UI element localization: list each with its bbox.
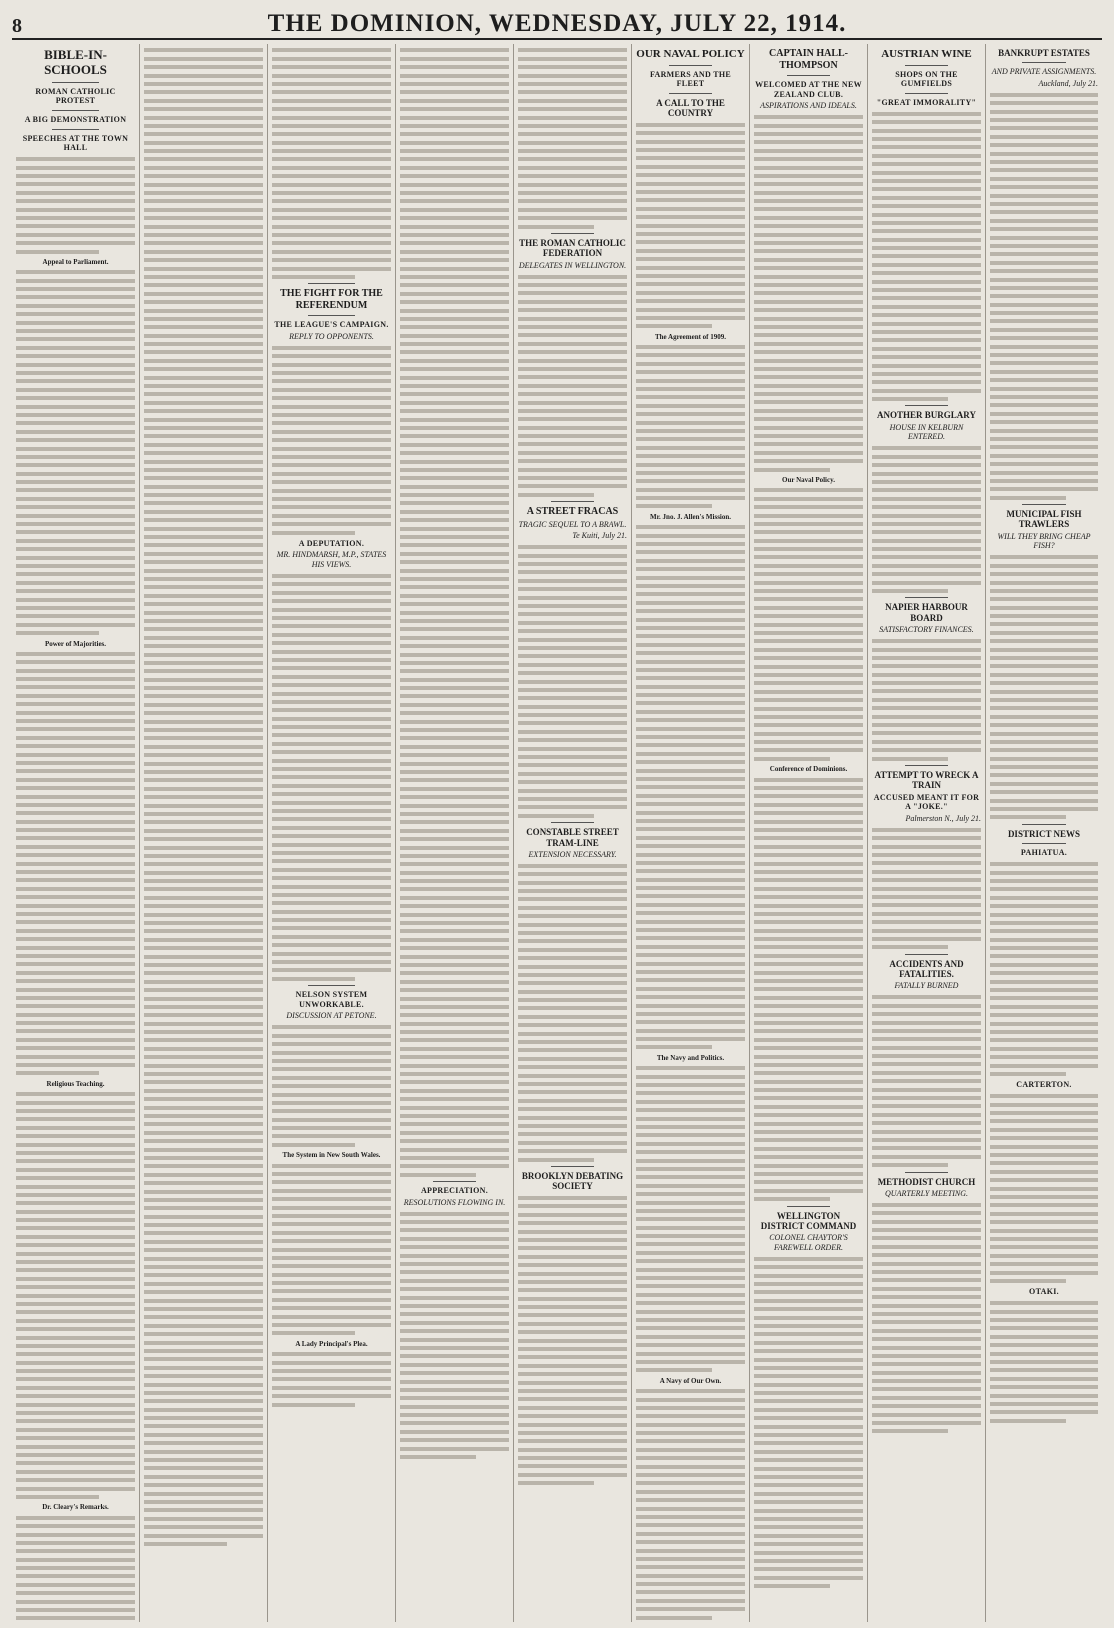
divider	[551, 822, 595, 823]
deck: QUARTERLY MEETING.	[885, 1188, 968, 1198]
masthead	[12, 4, 1102, 40]
divider	[905, 405, 949, 406]
column-8	[868, 44, 986, 1622]
divider	[551, 1166, 595, 1167]
headline: THE ROMAN CATHOLIC FEDERATION	[519, 237, 626, 259]
deck: OTAKI.	[1029, 1287, 1059, 1297]
article-text	[990, 93, 1098, 500]
article-text	[400, 48, 509, 1176]
dateline: Te Kuiti, July 21.	[572, 531, 627, 541]
deck: MR. HINDMARSH, M.P., STATES HIS VIEWS.	[276, 550, 387, 570]
article-text	[872, 446, 981, 593]
deck: A BIG DEMONSTRATION	[24, 115, 127, 125]
divider	[308, 283, 356, 284]
deck: FATALLY BURNED	[894, 981, 959, 991]
subheading: Our Naval Policy.	[782, 475, 835, 484]
deck: WILL THEY BRING CHEAP FISH?	[997, 531, 1091, 551]
article-text	[16, 157, 135, 253]
divider	[787, 1206, 831, 1207]
headline: A STREET FRACAS	[526, 506, 619, 518]
divider	[905, 1172, 949, 1173]
deck: PAHIATUA.	[1020, 848, 1068, 858]
deck: ROMAN CATHOLIC PROTEST	[35, 86, 116, 106]
deck: "GREAT IMMORALITY"	[876, 97, 977, 107]
article-text	[636, 1389, 745, 1620]
headline: CONSTABLE STREET TRAM-LINE	[526, 827, 619, 848]
divider	[551, 233, 595, 234]
column-7	[750, 44, 868, 1622]
subheading: The Agreement of 1909.	[654, 332, 727, 341]
deck: DISCUSSION AT PETONE.	[286, 1011, 377, 1021]
article-text	[272, 1164, 391, 1336]
article-text	[990, 1094, 1098, 1283]
deck: NELSON SYSTEM UNWORKABLE.	[295, 990, 368, 1009]
page-number: 8	[12, 15, 22, 37]
article-text	[872, 828, 981, 949]
article-text	[518, 864, 627, 1162]
article-text	[272, 1025, 391, 1146]
deck: DELEGATES IN WELLINGTON.	[518, 260, 627, 270]
column-3	[268, 44, 396, 1622]
divider	[1022, 504, 1065, 505]
headline: BANKRUPT ESTATES	[998, 48, 1090, 58]
article-text	[16, 270, 135, 635]
article-text	[144, 48, 263, 1546]
divider	[52, 129, 100, 130]
article-text	[872, 112, 981, 401]
article-text	[518, 1196, 627, 1485]
divider	[1022, 62, 1065, 63]
subheading: The System in New South Wales.	[282, 1151, 381, 1160]
deck: SPEECHES AT THE TOWN HALL	[22, 133, 129, 153]
deck: CARTERTON.	[1016, 1080, 1072, 1090]
deck: COLONEL CHAYTOR'S FAREWELL ORDER.	[769, 1233, 848, 1252]
subheading: Appeal to Parliament.	[42, 257, 109, 266]
divider	[905, 954, 949, 955]
headline: ATTEMPT TO WRECK A TRAIN	[874, 769, 979, 791]
divider	[1022, 843, 1065, 844]
article-text	[272, 1352, 391, 1406]
subheading: A Lady Principal's Plea.	[295, 1339, 368, 1348]
article-text	[518, 275, 627, 497]
dateline: Auckland, July 21.	[1038, 78, 1098, 88]
article-text	[636, 345, 745, 508]
subheading: Religious Teaching.	[46, 1079, 105, 1088]
article-text	[636, 123, 745, 328]
divider	[1022, 824, 1065, 825]
deck: HOUSE IN KELBURN ENTERED.	[889, 422, 964, 442]
subheading: Conference of Dominions.	[769, 765, 848, 774]
deck: AND PRIVATE ASSIGNMENTS.	[991, 67, 1097, 77]
article-text	[400, 1212, 509, 1459]
article-text	[272, 48, 391, 279]
headline: BIBLE-IN-SCHOOLS	[44, 47, 107, 77]
article-text	[754, 115, 863, 471]
divider	[308, 985, 356, 986]
column-6	[632, 44, 750, 1622]
article-text	[518, 48, 627, 228]
article-text	[272, 574, 391, 981]
headline: AUSTRIAN WINE	[881, 48, 972, 60]
deck: ASPIRATIONS AND IDEALS.	[760, 101, 857, 111]
divider	[905, 765, 949, 766]
divider	[905, 65, 949, 66]
column-2	[140, 44, 268, 1622]
article-text	[990, 1301, 1098, 1422]
article-text	[990, 862, 1098, 1076]
divider	[52, 110, 100, 111]
article-text	[872, 1203, 981, 1434]
deck: SATISFACTORY FINANCES.	[879, 625, 974, 635]
dateline: Palmerston N., July 21.	[905, 813, 981, 823]
article-text	[754, 488, 863, 761]
subheading: A Navy of Our Own.	[659, 1376, 722, 1385]
columns	[12, 44, 1102, 1622]
article-text	[754, 778, 863, 1202]
headline: CAPTAIN HALL-THOMPSON	[769, 48, 848, 71]
deck: APPRECIATION.	[420, 1186, 489, 1196]
deck: REPLY TO OPPONENTS.	[289, 331, 374, 341]
deck: A CALL TO THE COUNTRY	[656, 97, 725, 119]
headline: ACCIDENTS AND FATALITIES.	[889, 958, 964, 980]
article-text	[754, 1257, 863, 1588]
headline: NAPIER HARBOUR BOARD	[885, 602, 968, 623]
deck: A DEPUTATION.	[298, 538, 365, 548]
article-text	[16, 1092, 135, 1499]
divider	[52, 82, 100, 83]
deck: SHOPS ON THE GUMFIELDS	[895, 69, 958, 89]
headline: THE FIGHT FOR THE REFERENDUM	[280, 288, 383, 311]
deck: ACCUSED MEANT IT FOR A "JOKE."	[873, 792, 980, 812]
subheading: Power of Majorities.	[44, 639, 107, 648]
divider	[433, 1181, 477, 1182]
subheading: Mr. Jno. J. Allen's Mission.	[649, 512, 732, 521]
newspaper-title: THE DOMINION, WEDNESDAY, JULY 22, 1914.	[267, 10, 847, 37]
article-text	[272, 346, 391, 535]
deck: RESOLUTIONS FLOWING IN.	[403, 1197, 506, 1207]
article-text	[636, 1066, 745, 1372]
deck: FARMERS AND THE FLEET	[649, 69, 732, 89]
article-text	[872, 639, 981, 760]
divider	[669, 65, 713, 66]
deck: THE LEAGUE'S CAMPAIGN.	[274, 320, 389, 330]
headline: BROOKLYN DEBATING SOCIETY	[521, 1170, 624, 1192]
subheading: Dr. Cleary's Remarks.	[42, 1503, 109, 1512]
article-text	[16, 652, 135, 1076]
article-text	[636, 525, 745, 1049]
deck: TRAGIC SEQUEL TO A BRAWL.	[518, 519, 627, 529]
divider	[308, 315, 356, 316]
column-9	[986, 44, 1102, 1622]
deck: EXTENSION NECESSARY.	[528, 849, 617, 859]
article-text	[518, 545, 627, 818]
article-text	[872, 995, 981, 1167]
column-1	[12, 44, 140, 1622]
column-4	[396, 44, 514, 1622]
divider	[551, 501, 595, 502]
divider	[669, 93, 713, 94]
headline: ANOTHER BURGLARY	[877, 410, 976, 421]
headline: METHODIST CHURCH	[877, 1176, 976, 1187]
subheading: The Navy and Politics.	[656, 1053, 725, 1062]
headline: MUNICIPAL FISH TRAWLERS	[1006, 509, 1082, 530]
divider	[905, 597, 949, 598]
column-5	[514, 44, 632, 1622]
headline: WELLINGTON DISTRICT COMMAND	[760, 1210, 857, 1231]
article-text	[990, 555, 1098, 819]
divider	[905, 93, 949, 94]
article-text	[16, 1516, 135, 1622]
headline: DISTRICT NEWS	[1007, 828, 1081, 839]
divider	[787, 75, 831, 76]
deck: WELCOMED AT THE NEW ZEALAND CLUB.	[755, 80, 862, 99]
headline: OUR NAVAL POLICY	[636, 48, 745, 60]
